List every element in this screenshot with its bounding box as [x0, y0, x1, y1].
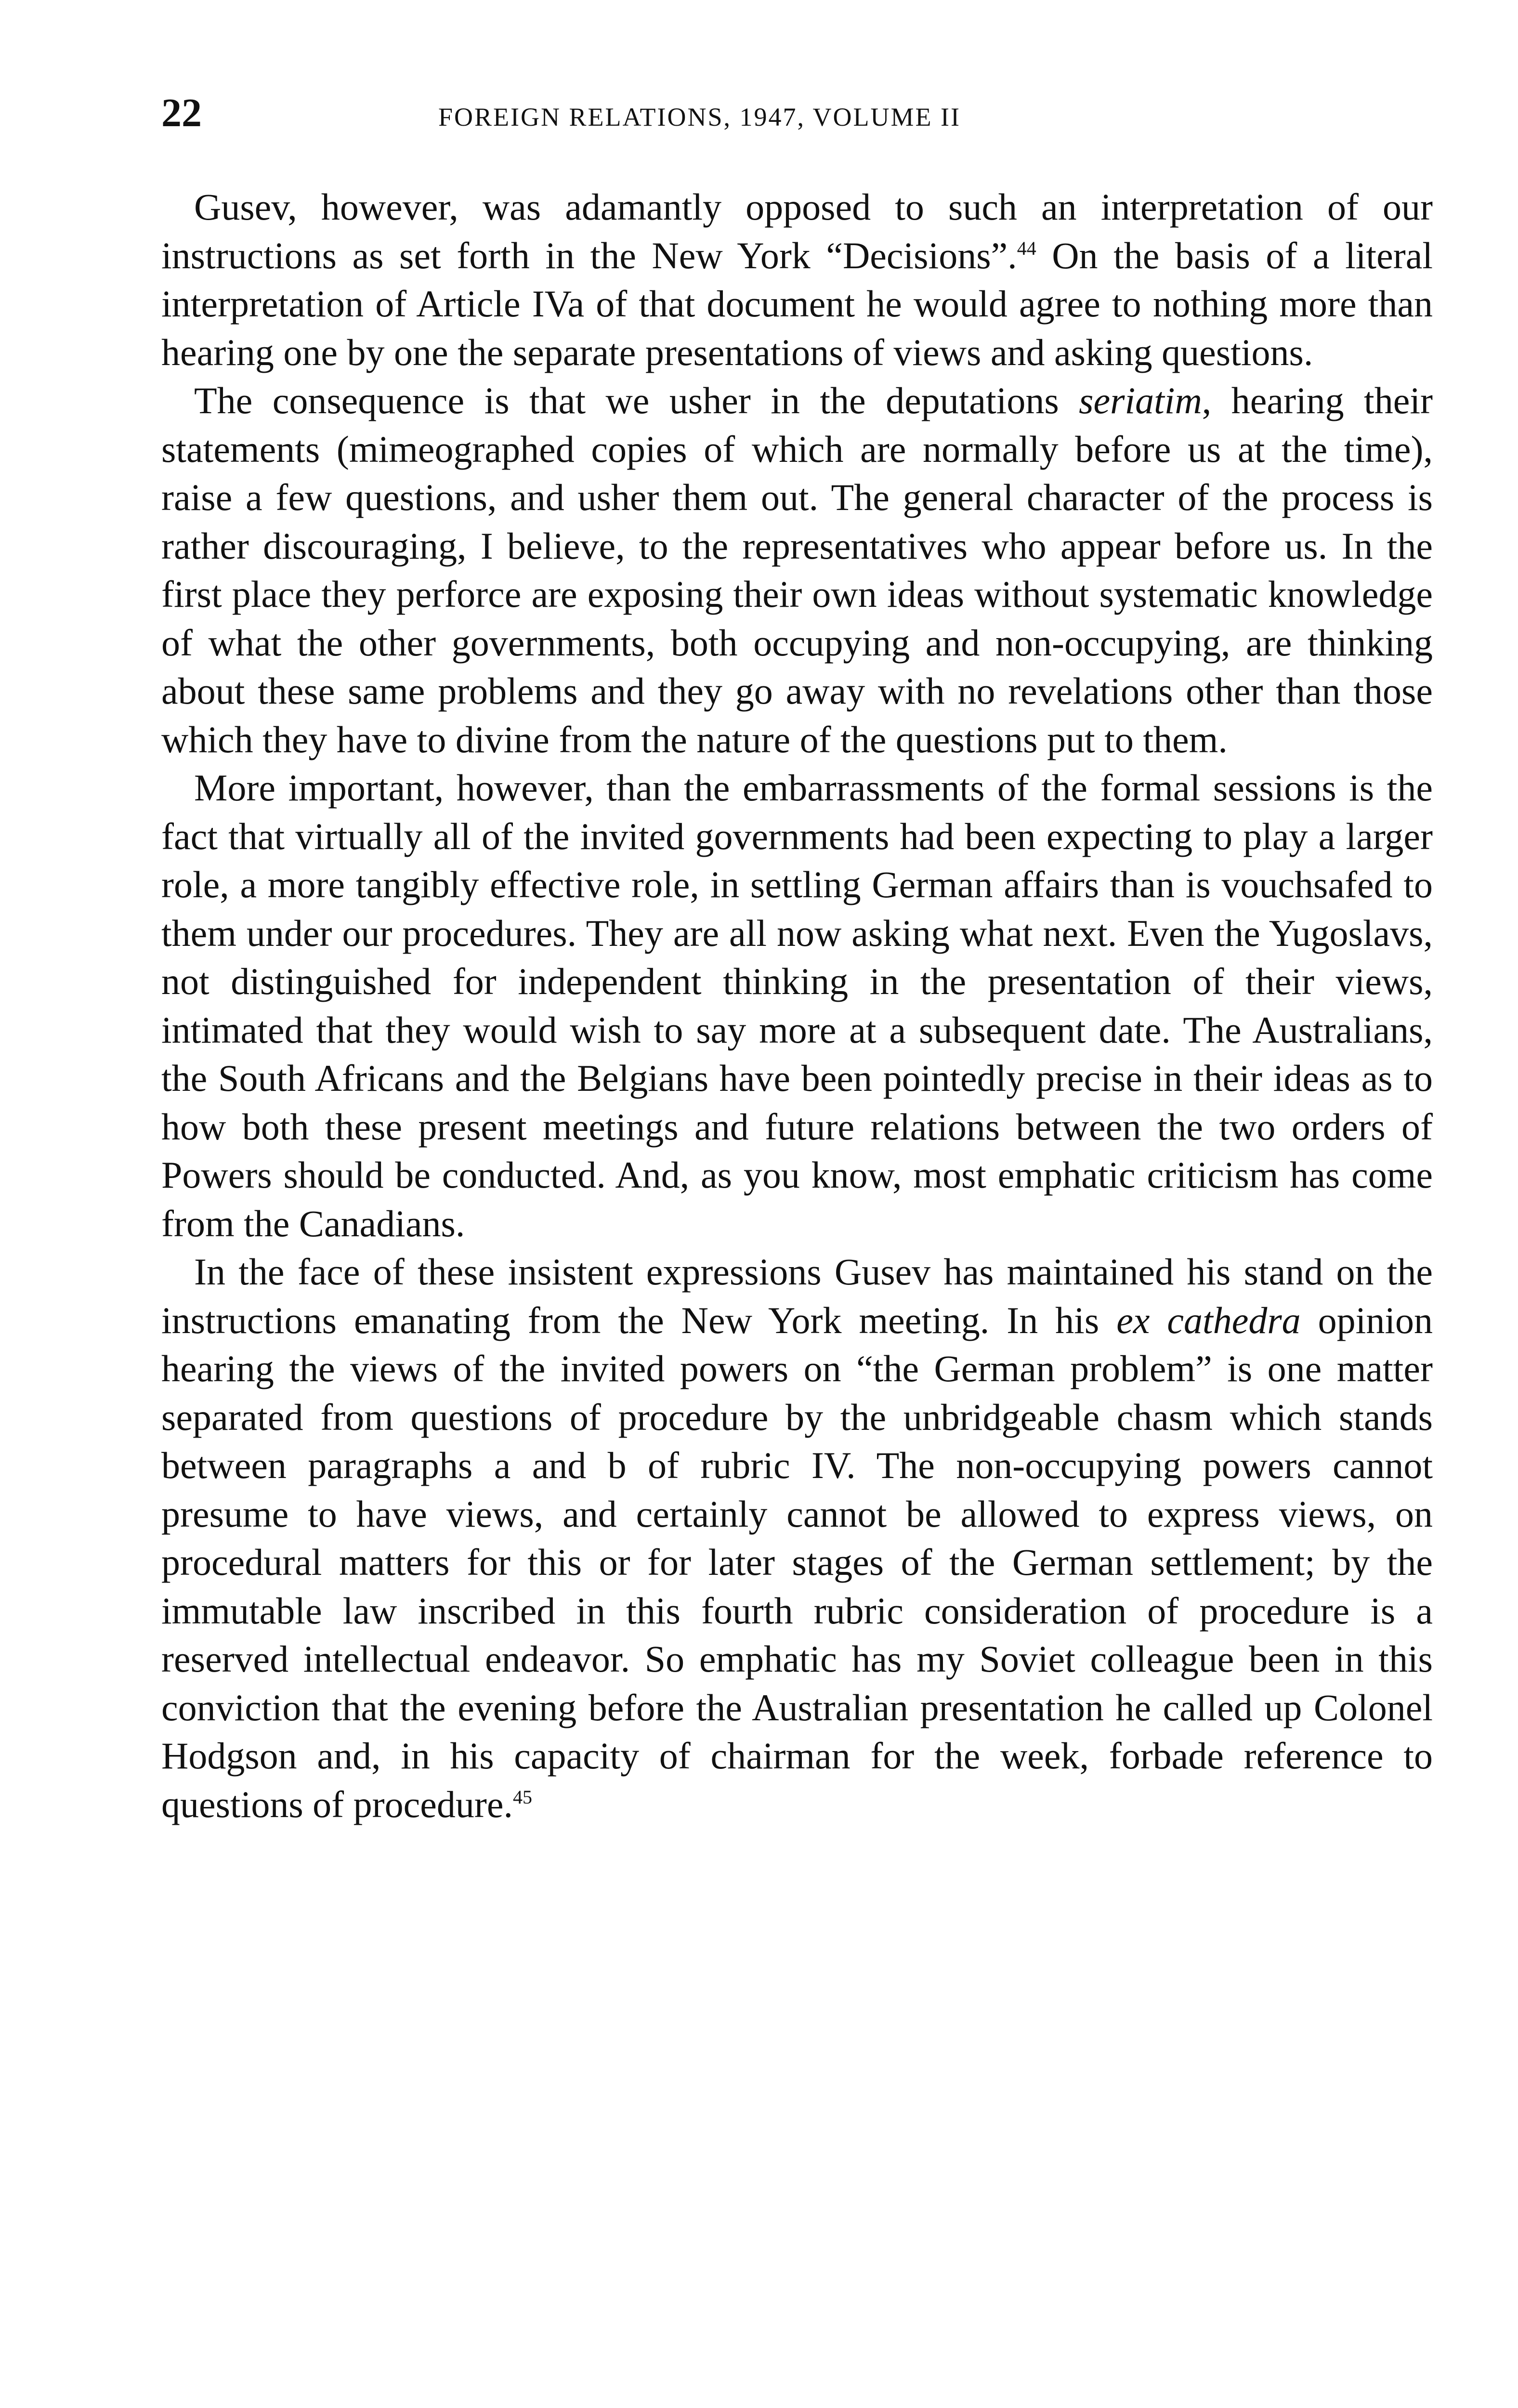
footnote-reference: 45 [512, 1786, 532, 1808]
paragraph-text: , hearing their statements (mimeographed copies of which are normally before us at the time), raise a few questions, and usher them out. The general character of the process is rather discouraging, I believe, to the representatives who appear before us. In the first place they perforce are exposing their own ideas without systematic knowledge of what the other governments, both occupying and non-occupying, are thinking about these same problems and they go away with no revelations other than those which they have to divine from the nature of the questions put to them. [161, 380, 1433, 760]
paragraph-text: More important, however, than the embarrassments of the formal sessions is the fact that virtually all of the invited governments had been expecting to play a larger role, a more tangibly effective role, in settling German affairs than is vouchsafed to them under our procedures. They are all now asking what next. Even the Yugoslavs, not distinguished for independent thinking in the presentation of their views, intimated that they would wish to say more at a subsequent date. The Australians, the South Africans and the Belgians have been pointedly precise in their ideas as to how both these present meetings and future relations between the two orders of Powers should be conducted. And, as you know, most emphatic criticism has come from the Canadians. [161, 767, 1433, 1244]
paragraph [161, 377, 1433, 764]
italic-term: ex cathedra [1116, 1299, 1301, 1341]
italic-term: seriatim [1079, 380, 1202, 421]
paragraph-text: On the basis of a literal interpretation of Article IVa of that document he would agree to nothing more than hearing one by one the separate presentations of views and asking questions. [161, 234, 1433, 373]
paragraph-text: The consequence is that we usher in the deputations [194, 380, 1079, 421]
page-number: 22 [161, 91, 202, 135]
paragraph-text: Gusev, however, was adamantly opposed to such an interpretation of our instructions as set forth in the New York “Decisions”. [161, 186, 1433, 276]
page-header [161, 89, 1433, 142]
footnote-reference: 44 [1017, 237, 1036, 259]
paragraph-text: opinion hearing the views of the invited powers on “the German problem” is one matter separated from questions of procedure by the unbridgeable chasm which stands between paragraphs a and b of rubric IV. The non-occupying powers cannot presume to have views, and certainly cannot be allowed to express views, on procedural matters for this or for later stages of the German settlement; by the immutable law inscribed in this fourth rubric consideration of procedure is a reserved intellectual endeavor. So emphatic has my Soviet colleague been in this conviction that the evening before the Australian presentation he called up Colonel Hodgson and, in his capacity of chairman for the week, forbade reference to questions of procedure. [161, 1299, 1433, 1825]
body-text [161, 183, 1433, 1829]
paragraph-text: In the face of these insistent expressions Gusev has maintained his stand on the instructions emanating from the New York meeting. In his [161, 1251, 1433, 1341]
paragraph [161, 764, 1433, 1248]
running-head: FOREIGN RELATIONS, 1947, VOLUME II [438, 103, 961, 131]
paragraph [161, 1248, 1433, 1829]
paragraph [161, 183, 1433, 377]
